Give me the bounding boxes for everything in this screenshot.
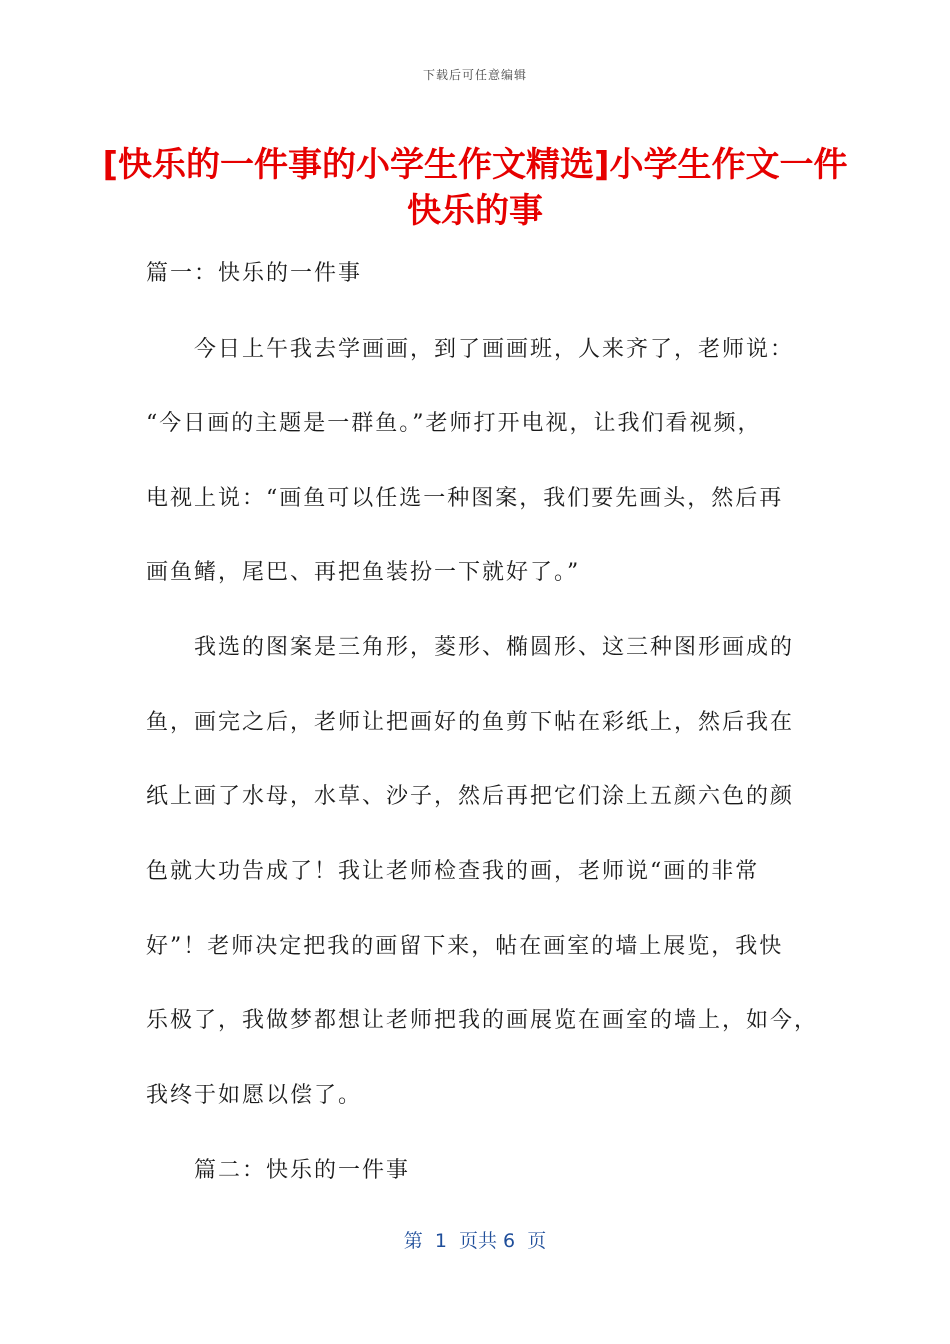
paragraph-line: 电视上说：“画鱼可以任选一种图案，我们要先画头，然后再 [146, 486, 784, 511]
paragraph-line: 好”！老师决定把我的画留下来，帖在画室的墙上展览，我快 [146, 934, 784, 959]
paragraph-line: 色就大功告成了！我让老师检查我的画，老师说“画的非常 [146, 859, 760, 884]
paragraph-line: 画鱼鳍，尾巴、再把鱼装扮一下就好了。” [146, 560, 581, 585]
paragraph-line: 鱼，画完之后，老师让把画好的鱼剪下帖在彩纸上，然后我在 [146, 710, 795, 735]
paragraph-line: 今日上午我去学画画，到了画画班，人来齐了，老师说： [194, 337, 795, 362]
section-heading-1: 篇一：快乐的一件事 [146, 261, 363, 286]
paragraph-line: “今日画的主题是一群鱼。”老师打开电视，让我们看视频， [146, 411, 762, 436]
header-note: 下载后可任意编辑 [422, 68, 527, 82]
page-footer: 第 1 页共 6 页 [403, 1230, 547, 1252]
document-title: [快乐的一件事的小学生作文精选]小学生作文一件快乐的事 [102, 145, 848, 231]
paragraph-line: 我选的图案是三角形，菱形、椭圆形、这三种图形画成的 [194, 635, 795, 660]
paragraph-line: 纸上画了水母，水草、沙子，然后再把它们涂上五颜六色的颜 [146, 784, 795, 809]
paragraph-line: 我终于如愿以偿了。 [146, 1083, 363, 1108]
paragraph-line: 乐极了，我做梦都想让老师把我的画展览在画室的墙上，如今， [146, 1008, 819, 1033]
section-heading-2: 篇二：快乐的一件事 [194, 1158, 411, 1183]
